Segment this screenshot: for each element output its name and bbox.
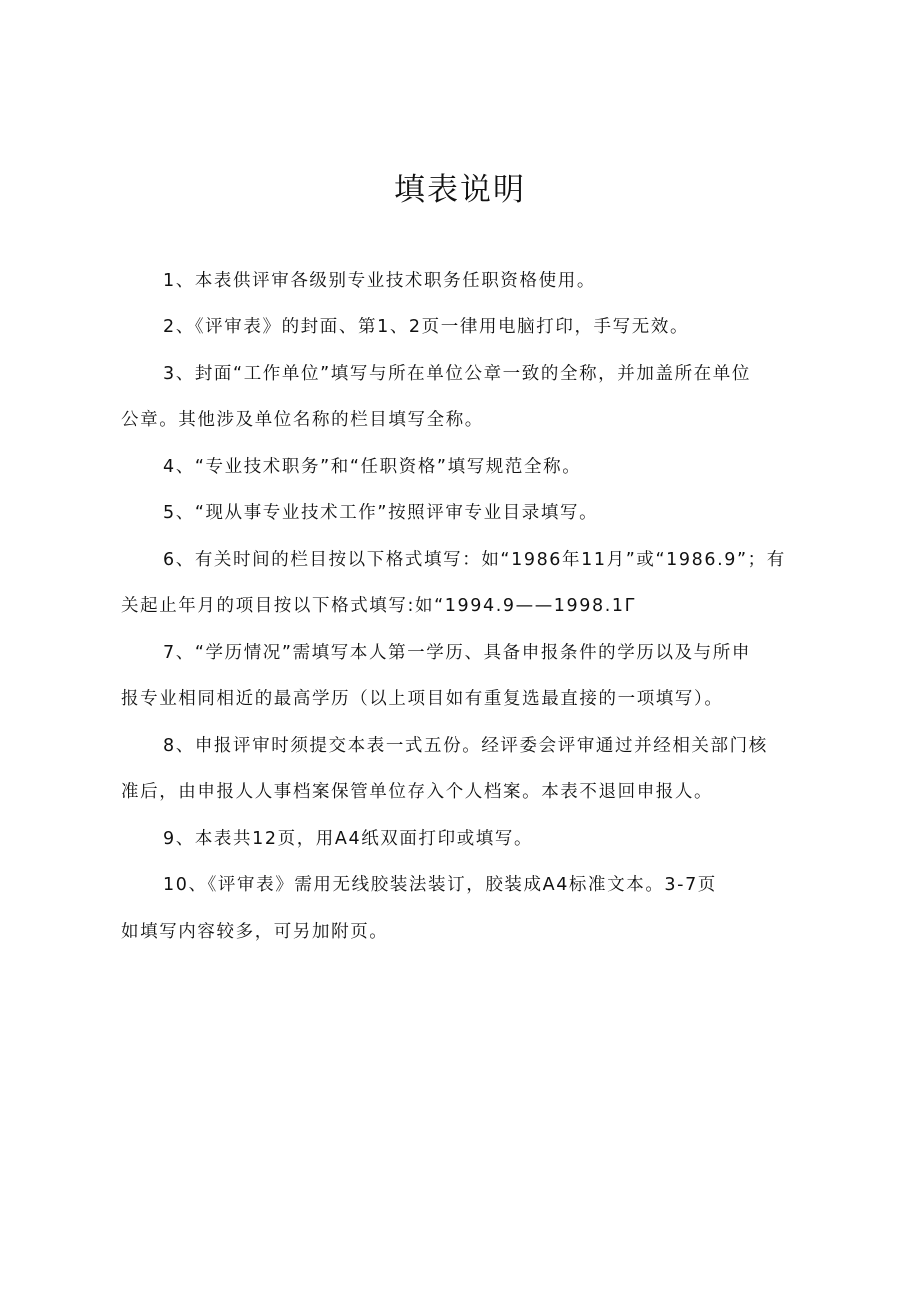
instruction-4: 4、“专业技术职务”和“任职资格”填写规范全称。 — [163, 457, 582, 477]
instruction-7-line-2: 报专业相同相近的最高学历（以上项目如有重复选最直接的一项填写）。 — [121, 689, 724, 709]
instruction-9: 9、本表共12页，用A4纸双面打印或填写。 — [163, 829, 534, 849]
document-title: 填表说明 — [394, 172, 526, 208]
instruction-6-line-1: 6、有关时间的栏目按以下格式填写：如“1986年11月”或“1986.9”；有 — [163, 550, 786, 570]
instruction-3-line-1: 3、封面“工作单位”填写与所在单位公章一致的全称，并加盖所在单位 — [163, 364, 751, 384]
instruction-2: 2、《评审表》的封面、第1、2页一律用电脑打印，手写无效。 — [163, 317, 690, 337]
instruction-8-line-1: 8、申报评审时须提交本表一式五份。经评委会评审通过并经相关部门核 — [163, 736, 768, 756]
instruction-6-line-2: 关起止年月的项目按以下格式填写:如“1994.9——1998.1Г — [121, 596, 637, 616]
instruction-10-line-1: 10、《评审表》需用无线胶装法装订，胶装成A4标准文本。3-7页 — [163, 875, 717, 895]
instruction-7-line-1: 7、“学历情况”需填写本人第一学历、具备申报条件的学历以及与所申 — [163, 643, 751, 663]
instruction-1: 1、本表供评审各级别专业技术职务任职资格使用。 — [163, 271, 596, 291]
instruction-3-line-2: 公章。其他涉及单位名称的栏目填写全称。 — [121, 410, 484, 430]
instruction-5: 5、“现从事专业技术工作”按照评审专业目录填写。 — [163, 503, 599, 523]
instruction-10-line-2: 如填写内容较多，可另加附页。 — [121, 922, 389, 942]
instruction-8-line-2: 准后，由申报人人事档案保管单位存入个人档案。本表不退回申报人。 — [121, 782, 714, 802]
